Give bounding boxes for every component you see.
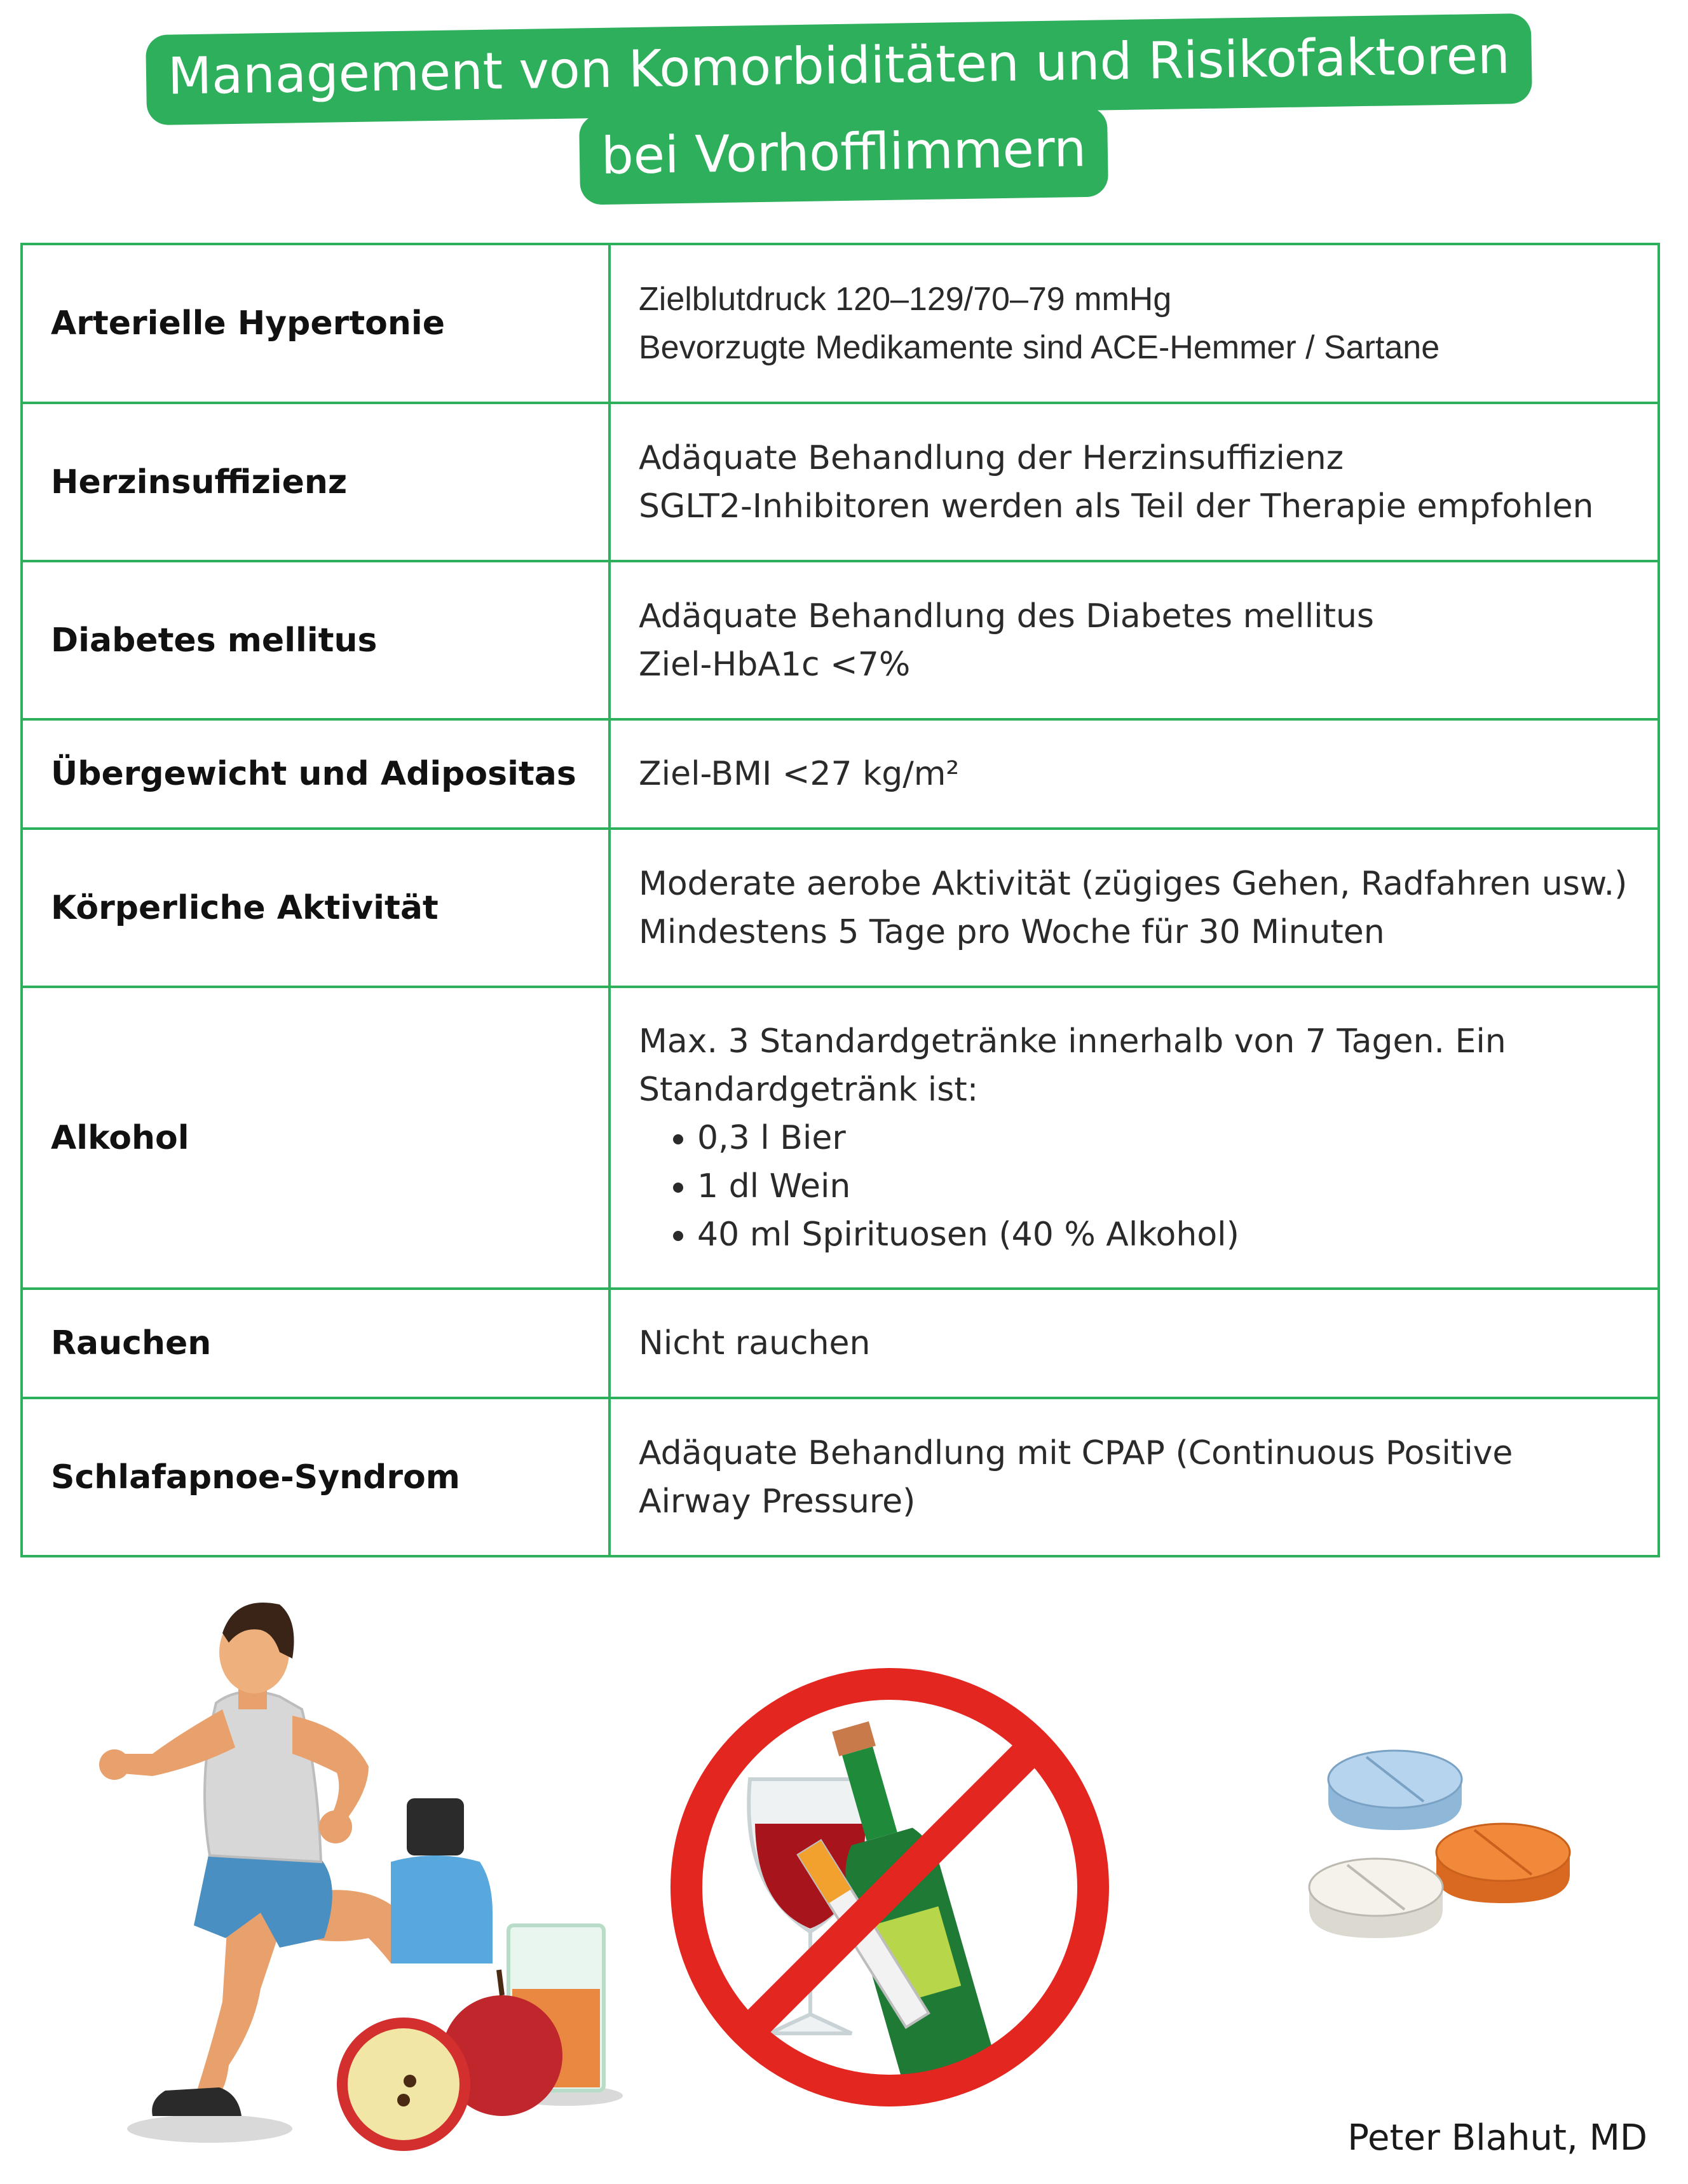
value-line: Ziel-BMI <27 kg/m² bbox=[639, 755, 960, 793]
value-line: Mindestens 5 Tage pro Woche für 30 Minuten bbox=[639, 912, 1385, 951]
bottle-cap-icon bbox=[407, 1798, 464, 1855]
value-text: Max. 3 Standardgetränke innerhalb von 7 Tagen. Ein Standardgetränk ist: bbox=[639, 1022, 1506, 1109]
blue-pill-icon bbox=[1328, 1751, 1462, 1830]
value-text: Adäquate Behandlung mit CPAP (Continuous Positive Airway Pressure) bbox=[639, 1434, 1513, 1521]
orange-pill-icon bbox=[1436, 1824, 1570, 1903]
row-label: Rauchen bbox=[22, 1289, 609, 1398]
table-row bbox=[22, 403, 1659, 561]
table-row bbox=[22, 987, 1659, 1289]
apple-seed-icon bbox=[404, 2075, 416, 2087]
value-line: Moderate aerobe Aktivität (zügiges Gehen, Radfahren usw.) bbox=[639, 864, 1628, 903]
page-title-line2: bei Vorhofflimmern bbox=[579, 106, 1108, 205]
row-value bbox=[609, 1289, 1659, 1398]
row-value bbox=[609, 403, 1659, 561]
drink-list bbox=[639, 1114, 1632, 1259]
back-fist-icon bbox=[319, 1810, 352, 1843]
table-row bbox=[22, 1398, 1659, 1556]
table-row bbox=[22, 1289, 1659, 1398]
table-row bbox=[22, 829, 1659, 987]
list-item: • 1 dl Wein bbox=[697, 1162, 1632, 1211]
value-line: Nicht rauchen bbox=[639, 1324, 871, 1362]
running-man-illustration bbox=[70, 1582, 642, 2154]
row-value bbox=[609, 829, 1659, 987]
row-label: Übergewicht und Adipositas bbox=[22, 719, 609, 829]
row-label: Herzinsuffizienz bbox=[22, 403, 609, 561]
value-line: Adäquate Behandlung der Herzinsuffizienz bbox=[639, 438, 1344, 477]
value-line: Bevorzugte Medikamente sind ACE-Hemmer / Sartane bbox=[639, 329, 1440, 366]
row-value bbox=[609, 561, 1659, 719]
front-fist-icon bbox=[99, 1749, 130, 1780]
row-value bbox=[609, 719, 1659, 829]
apple-stem-icon bbox=[499, 1970, 502, 1995]
row-label: Schlafapnoe-Syndrom bbox=[22, 1398, 609, 1556]
value-line: Adäquate Behandlung des Diabetes mellitus bbox=[639, 597, 1375, 635]
row-value bbox=[609, 1398, 1659, 1556]
row-label: Alkohol bbox=[22, 987, 609, 1289]
pills-illustration bbox=[1297, 1741, 1602, 1970]
list-item: • 0,3 l Bier bbox=[697, 1114, 1632, 1162]
apple-flesh-icon bbox=[348, 2028, 459, 2140]
row-value bbox=[609, 244, 1659, 403]
front-shoe-icon bbox=[152, 2087, 242, 2116]
list-item: • 40 ml Spirituosen (40 % Alkohol) bbox=[697, 1211, 1632, 1259]
apple-seed-icon bbox=[397, 2094, 410, 2106]
risk-factor-table bbox=[20, 243, 1660, 1557]
shadow-icon bbox=[127, 2115, 292, 2143]
row-value bbox=[609, 987, 1659, 1289]
row-label: Arterielle Hypertonie bbox=[22, 244, 609, 403]
value-line: SGLT2-Inhibitoren werden als Teil der Therapie empfohlen bbox=[639, 487, 1594, 526]
value-line: Zielblutdruck 120–129/70–79 mmHg bbox=[639, 281, 1172, 318]
table-row bbox=[22, 719, 1659, 829]
row-label: Körperliche Aktivität bbox=[22, 829, 609, 987]
author-signature: Peter Blahut, MD bbox=[1347, 2117, 1647, 2159]
title-block bbox=[0, 24, 1688, 201]
table-row bbox=[22, 244, 1659, 403]
value-line: Ziel-HbA1c <7% bbox=[639, 645, 911, 684]
row-label: Diabetes mellitus bbox=[22, 561, 609, 719]
table-row bbox=[22, 561, 1659, 719]
no-alcohol-no-smoking-illustration bbox=[661, 1658, 1119, 2116]
page-title-line1: Management von Komorbiditäten und Risikofaktoren bbox=[146, 13, 1532, 125]
white-pill-icon bbox=[1309, 1859, 1443, 1938]
